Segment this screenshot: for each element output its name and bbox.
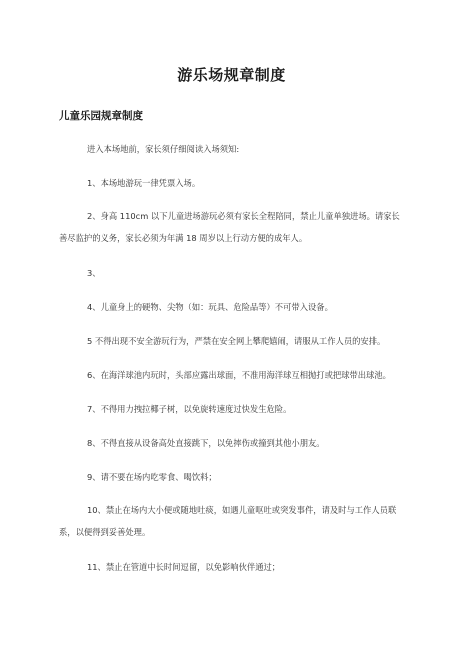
rule-item: 1、本场地游玩一律凭票入场。 [87,178,201,188]
section-heading: 儿童乐园规章制度 [59,110,143,122]
rule-item: 8、不得直接从设备高处直接跳下，以免摔伤或撞到其他小朋友。 [87,438,325,448]
document-title: 游乐场规章制度 [177,66,286,84]
rule-item: 6、在海洋球池内玩时，头部应露出球面，不准用海洋球互相抛打或把球带出球池。 [87,370,391,380]
rule-item: 5 不得出现不安全游玩行为，严禁在安全网上攀爬嬉闹，请服从工作人员的安排。 [87,336,386,346]
rule-item: 4、儿童身上的硬物、尖物（如：玩具、危险品等）不可带入设备。 [87,302,333,312]
rule-item: 9、请不要在场内吃零食、喝饮料； [87,472,217,482]
rule-item: 11、禁止在管道中长时间逗留，以免影响伙伴通过； [87,562,281,572]
rule-item: 10、禁止在场内大小便或随地吐痰，如遇儿童呕吐或突发事件，请及时与工作人员联系，以便得到妥善处理。 [59,505,397,537]
rule-item: 7、不得用力拽拉椰子树，以免旋转速度过快发生危险。 [87,404,292,414]
rule-item: 3、 [87,268,101,278]
intro-paragraph: 进入本场地前，家长须仔细阅读入场须知: [87,144,240,154]
rule-item: 2、身高 110cm 以下儿童进场游玩必须有家长全程陪同，禁止儿童单独进场。请家长善尽监护的义务，家长必须为年满 18 周岁以上行动方便的成年人。 [59,211,400,243]
